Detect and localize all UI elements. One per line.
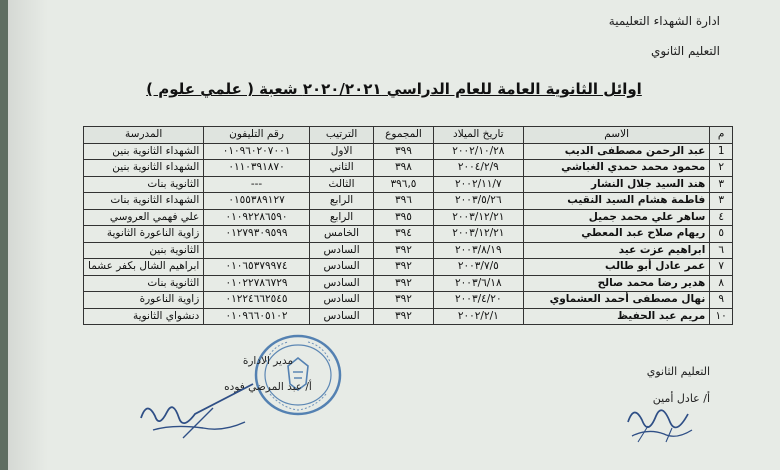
school-name: الشهداء الثانوية بنين [84,143,204,160]
table-row [84,209,733,226]
phone-number: ٠١٢٧٩٣٠٩٥٩٩ [204,226,309,243]
school-name: الثانوية بنين [84,242,204,259]
student-name: هند السيد جلال النشار [524,176,710,193]
school-name: الشهداء الثانوية بنات [84,193,204,210]
phone-number: ٠١٥٥٣٨٩١٢٧ [204,193,309,210]
phone-number: ٠١٠٩٦٦٠٥١٠٢ [204,308,309,325]
birth-date: ٢٠٠٢/١١/٧ [433,176,523,193]
department-name: التعليم الثانوي [651,44,720,58]
phone-number: ٠١٠٩٦٠٢٠٧٠٠١ [204,143,309,160]
rank: السادس [309,259,374,276]
school-name: زاوية الناعورة [84,292,204,309]
phone-number: ٠١٠٢٢٧٨٦٧٢٩ [204,275,309,292]
total-score: ٣٩٢ [374,259,433,276]
student-name: عبد الرحمن مصطفى الديب [524,143,710,160]
total-score: ٣٩٩ [374,143,433,160]
rank: السادس [309,308,374,325]
document-sheet [8,0,780,470]
phone-number: ٠١١٠٣٩١٨٧٠ [204,160,309,177]
rank: السادس [309,292,374,309]
table-row [84,226,733,243]
student-name: ساهر علي محمد جميل [524,209,710,226]
right-signature-title: التعليم الثانوي [646,365,710,378]
right-signature-name: أ/ عادل أمين [652,392,710,405]
total-score: ٣٩٤ [374,226,433,243]
row-number: 1 [710,143,733,160]
total-score: ٣٩٦,٥ [374,176,433,193]
table-row [84,176,733,193]
rank: الاول [309,143,374,160]
row-number: ٧ [710,259,733,276]
student-name: ابراهيم عزت عيد [524,242,710,259]
phone-number: ٠١٠٩٢٢٨٦٥٩٠ [204,209,309,226]
phone-number: ٠١٠٦٥٣٧٩٩٧٤ [204,259,309,276]
phone-number: --- [204,176,309,193]
birth-date: ٢٠٠٣/١٢/٢١ [433,209,523,226]
school-name: الثانوية بنات [84,275,204,292]
header-number: م [710,127,733,144]
birth-date: ٢٠٠٣/١٢/٢١ [433,226,523,243]
top-students-table [83,126,733,325]
total-score: ٣٩٢ [374,292,433,309]
header-dob: تاريخ الميلاد [433,127,523,144]
table-row [84,242,733,259]
phone-number [204,242,309,259]
left-handwritten-signature [133,378,263,448]
document-title: اوائل الثانوية العامة للعام الدراسي ٢٠٢٠/٢٠٢١ شعبة ( علمي علوم ) [146,80,642,98]
school-name: الثانوية بنات [84,176,204,193]
rank: الخامس [309,226,374,243]
school-name: ابراهيم الشال بكفر عشما [84,259,204,276]
table-header-row [84,127,733,144]
row-number: ١٠ [710,308,733,325]
student-name: نهال مصطفى أحمد العشماوي [524,292,710,309]
header-name: الاسم [524,127,710,144]
birth-date: ٢٠٠٣/٥/٢٦ [433,193,523,210]
school-name: الشهداء الثانوية بنين [84,160,204,177]
total-score: ٣٩٢ [374,275,433,292]
rank: الرابع [309,193,374,210]
row-number: ٣ [710,176,733,193]
birth-date: ٢٠٠٣/٨/١٩ [433,242,523,259]
header-rank: الترتيب [309,127,374,144]
phone-number: ٠١٢٢٤٦٦٢٥٤٥ [204,292,309,309]
student-name: فاطمة هشام السيد النقيب [524,193,710,210]
total-score: ٣٩٥ [374,209,433,226]
birth-date: ٢٠٠٣/٦/١٨ [433,275,523,292]
table-row [84,259,733,276]
rank: الثالث [309,176,374,193]
total-score: ٣٩٢ [374,308,433,325]
school-name: زاوية الناعورة الثانوية [84,226,204,243]
birth-date: ٢٠٠٣/٧/٥ [433,259,523,276]
student-name: ريهام صلاح عبد المعطي [524,226,710,243]
right-handwritten-signature [618,392,698,448]
total-score: ٣٩٦ [374,193,433,210]
student-name: عمر عادل أبو طالب [524,259,710,276]
header-phone: رقم التليفون [204,127,309,144]
table-row [84,292,733,309]
rank: السادس [309,275,374,292]
school-name: علي فهمي العروسي [84,209,204,226]
school-name: دنشواي الثانوية [84,308,204,325]
row-number: ٥ [710,226,733,243]
total-score: ٣٩٢ [374,242,433,259]
table-row [84,308,733,325]
student-name: مريم عبد الحفيظ [524,308,710,325]
row-number: ٢ [710,160,733,177]
table-row [84,143,733,160]
row-number: ٣ [710,193,733,210]
student-name: محمود محمد حمدي الغباشي [524,160,710,177]
header-total: المجموع [374,127,433,144]
directorate-name: ادارة الشهداء التعليمية [608,14,720,28]
row-number: ٨ [710,275,733,292]
left-signature-name: أ/ عبد المرضي فوده [224,381,312,393]
total-score: ٣٩٨ [374,160,433,177]
rank: الرابع [309,209,374,226]
left-signature-title: مدير الادارة [242,355,294,367]
table-row [84,275,733,292]
header-school: المدرسة [84,127,204,144]
birth-date: ٢٠٠٣/٤/٢٠ [433,292,523,309]
row-number: ٩ [710,292,733,309]
student-name: هدير رضا محمد صالح [524,275,710,292]
birth-date: ٢٠٠٤/٢/٩ [433,160,523,177]
row-number: ٦ [710,242,733,259]
table-row [84,193,733,210]
rank: السادس [309,242,374,259]
birth-date: ٢٠٠٢/١٠/٢٨ [433,143,523,160]
table-row [84,160,733,177]
row-number: ٤ [710,209,733,226]
rank: الثاني [309,160,374,177]
birth-date: ٢٠٠٢/٢/١ [433,308,523,325]
